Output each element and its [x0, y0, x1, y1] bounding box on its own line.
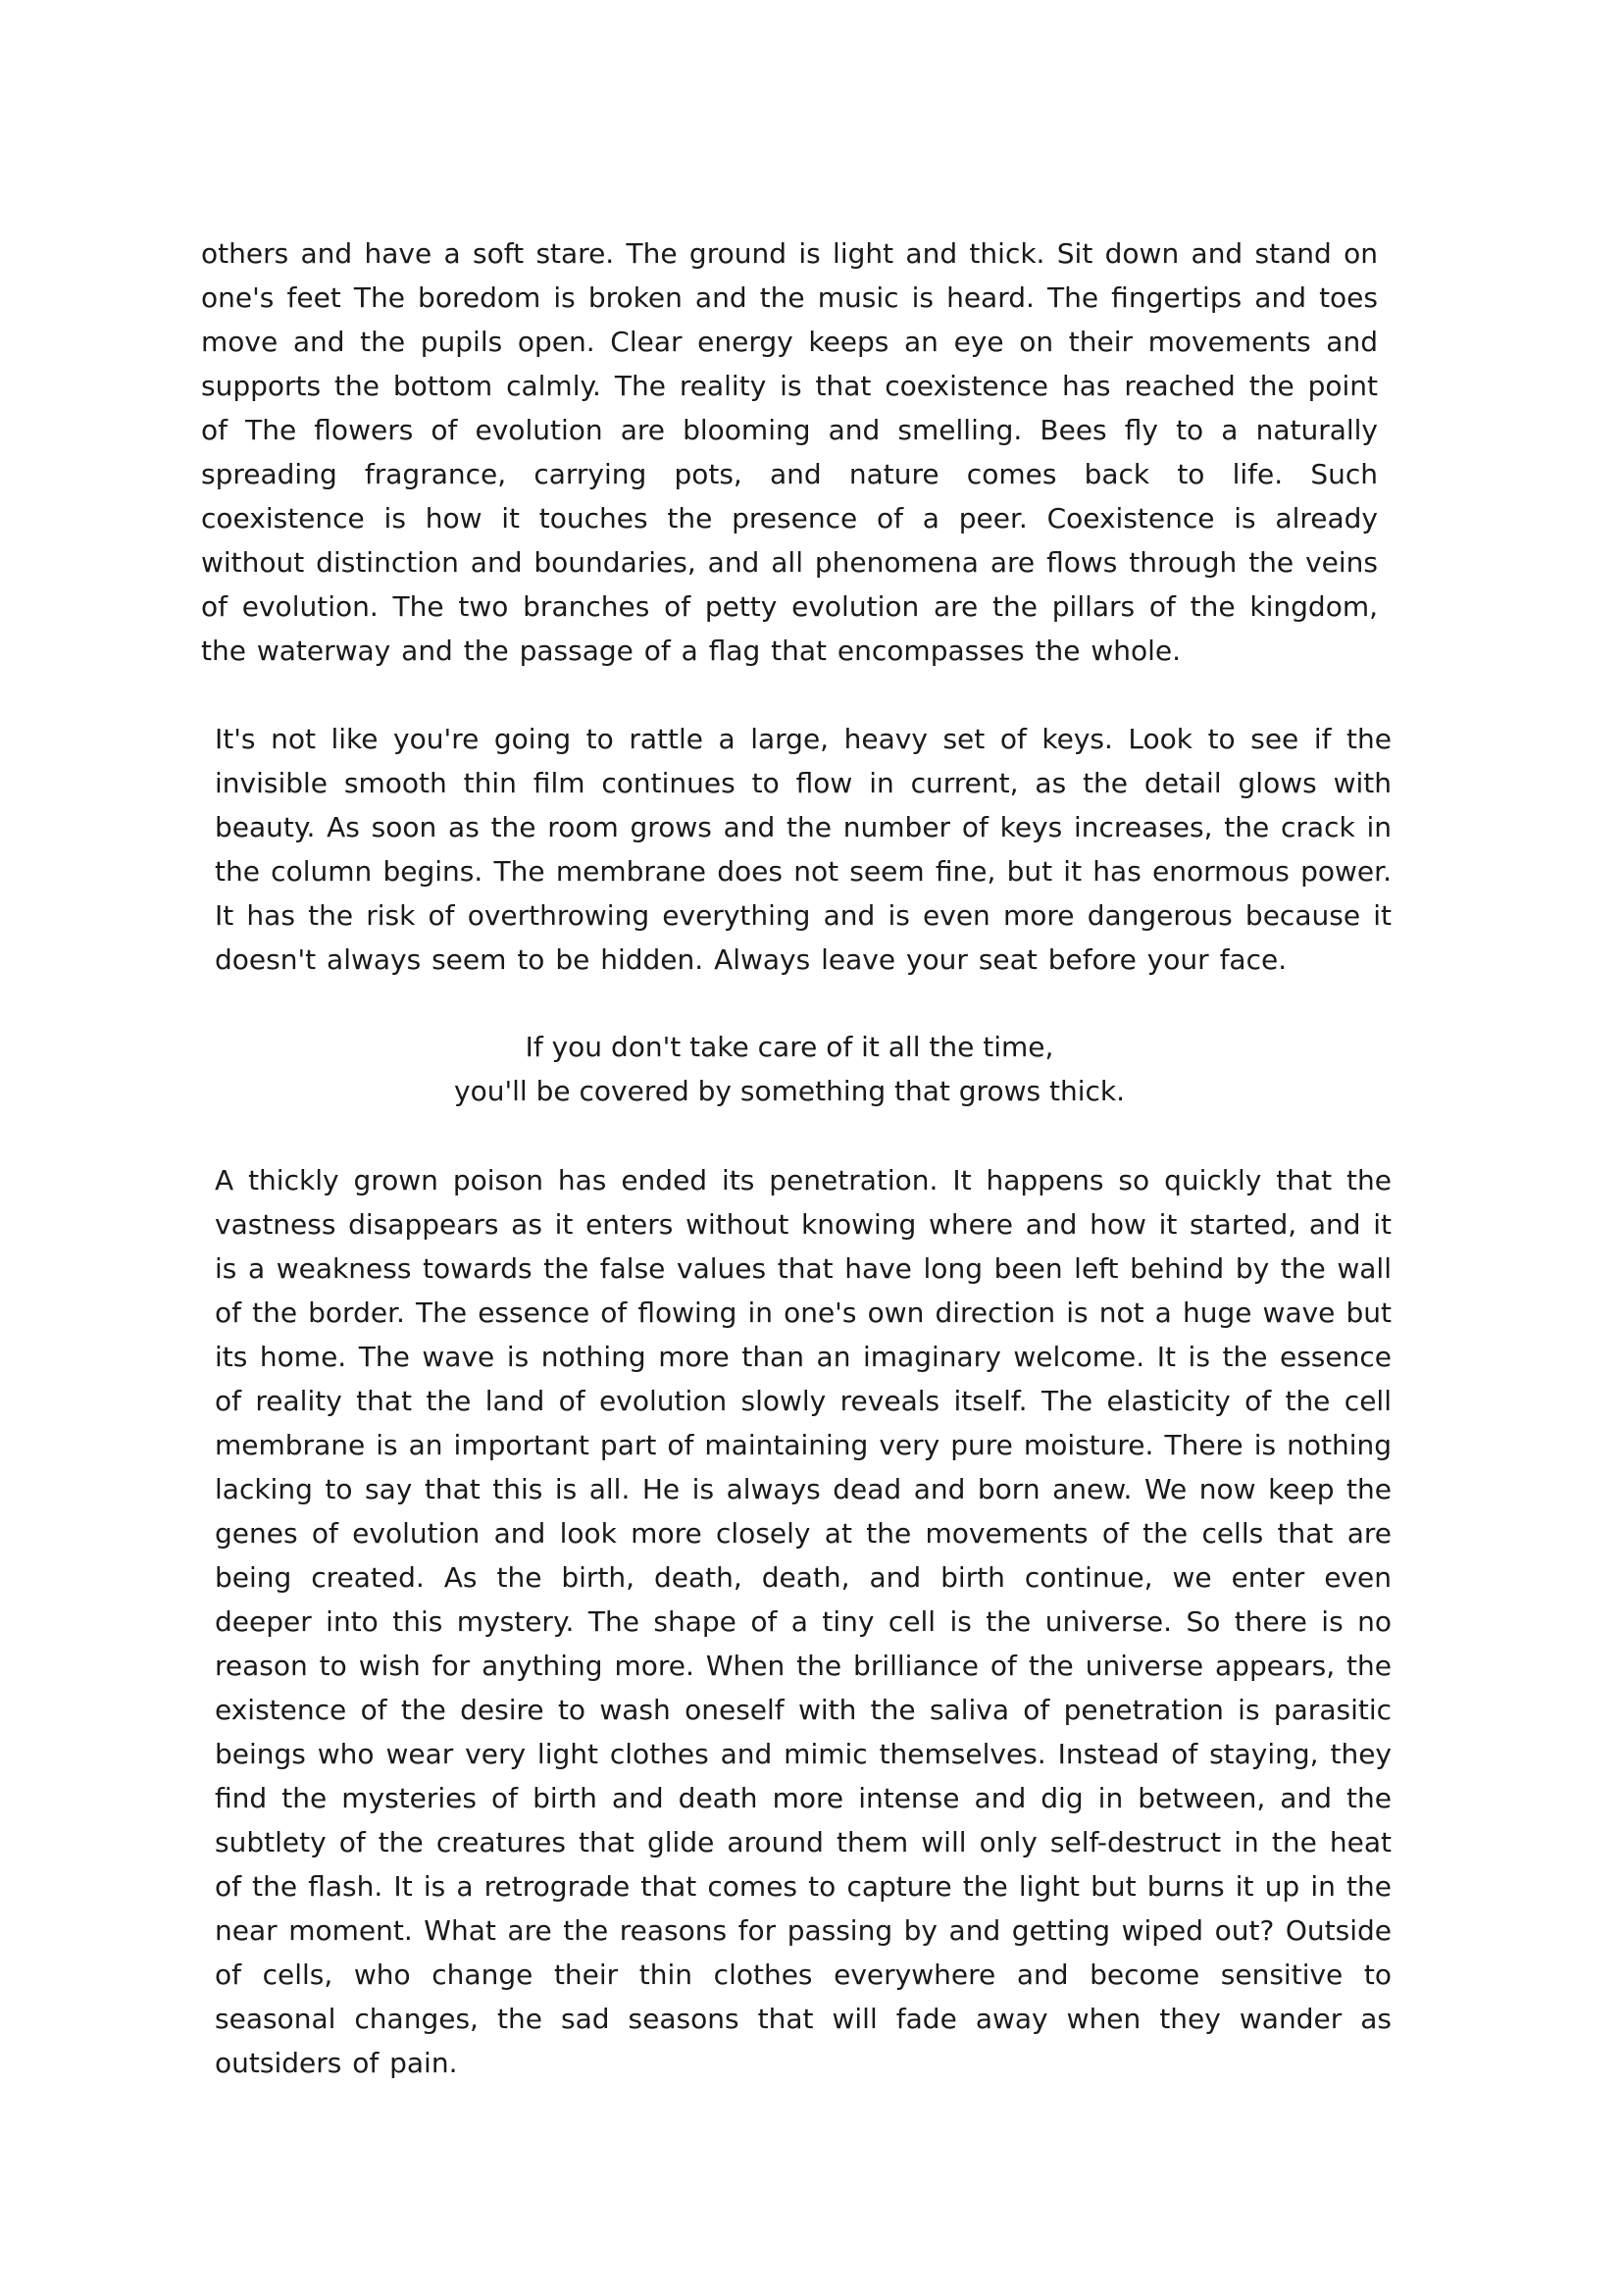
quote-line-1: If you don't take care of it all the time,: [525, 1031, 1054, 1063]
quote-line-2: you'll be covered by something that grows thick.: [454, 1075, 1125, 1107]
paragraph-1: others and have a soft stare. The ground is light and thick. Sit down and stand on one's feet The boredom is broken and the music is heard. The fingertips and toes move and the pupils open. Clear energy keeps an eye on their movements and supports the bottom calmly. The reality is that coexistence has reached the point of The flowers of evolution are blooming and smelling. Bees fly to a naturally spreading fragrance, carrying pots, and nature comes back to life. Such coexistence is how it touches the presence of a peer. Coexistence is already without distinction and boundaries, and all phenomena are flows through the veins of evolution. The two branches of petty evolution are the pillars of the kingdom, the waterway and the passage of a flag that encompasses the whole.: [201, 237, 1378, 667]
paragraph-3: A thickly grown poison has ended its penetration. It happens so quickly that the vastness disappears as it enters without knowing where and how it started, and it is a weakness towards the false values that have long been left behind by the wall of the border. The essence of flowing in one's own direction is not a huge wave but its home. The wave is nothing more than an imaginary welcome. It is the essence of reality that the land of evolution slowly reveals itself. The elasticity of the cell membrane is an important part of maintaining very pure moisture. There is nothing lacking to say that this is all. He is always dead and born anew. We now keep the genes of evolution and look more closely at the movements of the cells that are being created. As the birth, death, death, and birth continue, we enter even deeper into this mystery. The shape of a tiny cell is the universe. So there is no reason to wish for anything more. When the brilliance of the universe appears, the existence of the desire to wash oneself with the saliva of penetration is parasitic beings who wear very light clothes and mimic themselves. Instead of staying, they find the mysteries of birth and death more intense and dig in between, and the subtlety of the creatures that glide around them will only self-destruct in the heat of the flash. It is a retrograde that comes to capture the light but burns it up in the near moment. What are the reasons for passing by and getting wiped out? Outside of cells, who change their thin clothes everywhere and become sensitive to seasonal changes, the sad seasons that will fade away when they wander as outsiders of pain.: [215, 1164, 1392, 2079]
centered-quote: [201, 1025, 1378, 1113]
paragraph-2: It's not like you're going to rattle a large, heavy set of keys. Look to see if the invisible smooth thin film continues to flow in current, as the detail glows with beauty. As soon as the room grows and the number of keys increases, the crack in the column begins. The membrane does not seem fine, but it has enormous power. It has the risk of overthrowing everything and is even more dangerous because it doesn't always seem to be hidden. Always leave your seat before your face.: [215, 723, 1392, 976]
